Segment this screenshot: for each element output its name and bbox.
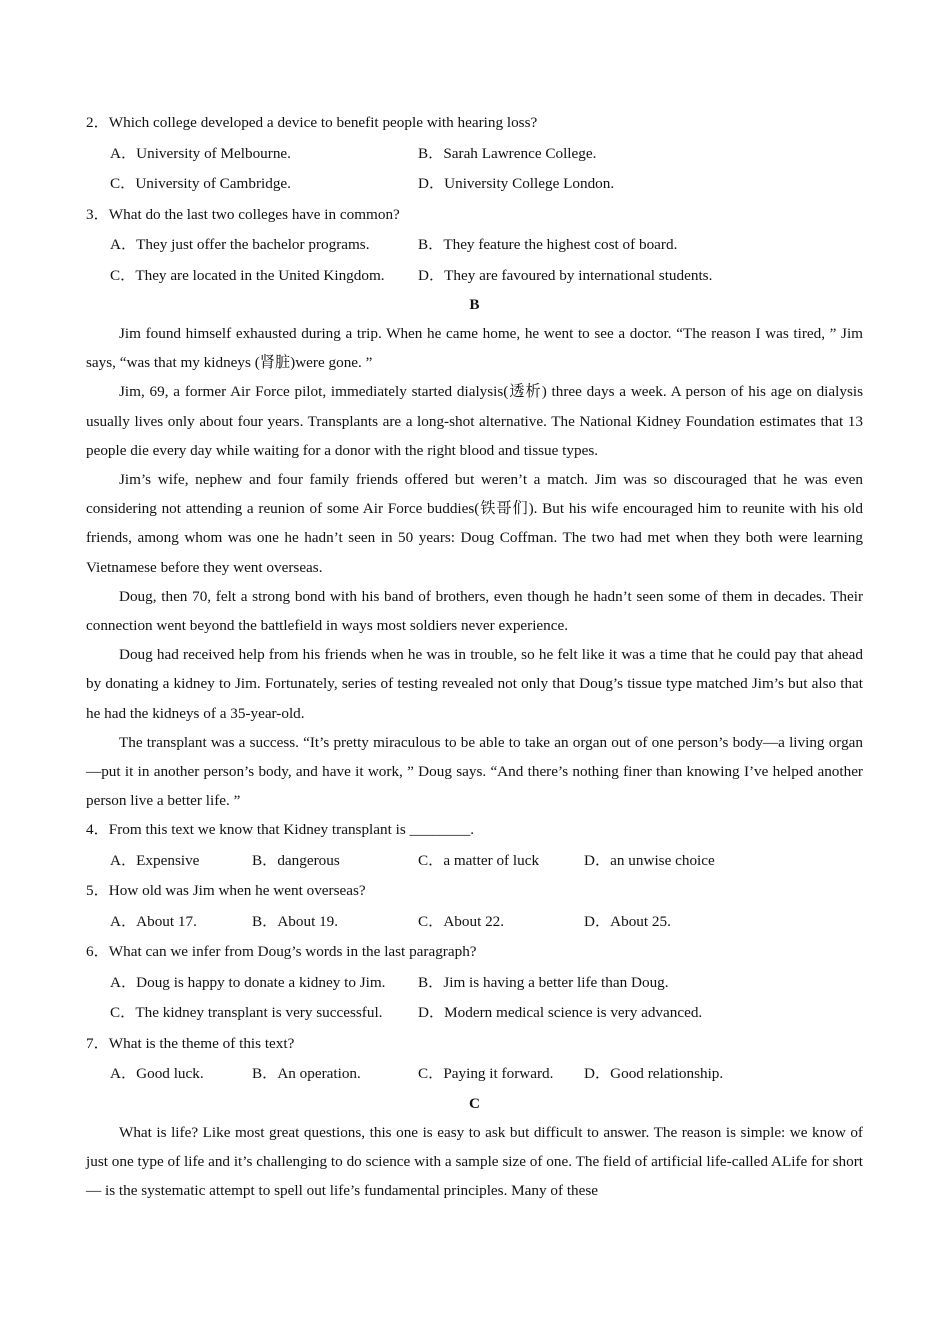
question-3-options-row-2 xyxy=(86,261,863,292)
question-5-option-b[interactable]: B．About 19. xyxy=(252,912,339,930)
question-7-options xyxy=(86,1059,863,1090)
question-2-option-c[interactable]: C．University of Cambridge. xyxy=(110,175,291,192)
question-6-stem: 6．What can we infer from Doug’s words in the last paragraph? xyxy=(86,943,477,961)
question-4-option-d[interactable]: D．an unwise choice xyxy=(584,851,715,869)
question-5-option-d[interactable]: D．About 25. xyxy=(584,912,671,930)
question-6-option-c[interactable]: C．The kidney transplant is very successful. xyxy=(110,1004,383,1022)
section-b-paragraph: Doug, then 70, felt a strong bond with his band of brothers, even though he hadn’t seen some of them in decades. Their connection went beyond the battlefield in ways most soldiers never experience. xyxy=(86,587,863,635)
question-5-stem: 5．How old was Jim when he went overseas? xyxy=(86,882,366,900)
section-b-paragraph: The transplant was a success. “It’s pretty miraculous to be able to take an organ out of one person’s body—a living organ—put it in another person’s body, and have it work, ” Doug says. “And there’s nothing finer than knowing I’ve helped another person live a better life. ” xyxy=(86,733,863,810)
question-2-option-d[interactable]: D．University College London. xyxy=(418,175,615,192)
question-4-option-a[interactable]: A．Expensive xyxy=(110,851,200,869)
question-7-option-b[interactable]: B．An operation. xyxy=(252,1065,361,1083)
question-2-option-b[interactable]: B．Sarah Lawrence College. xyxy=(418,144,597,162)
question-7-option-d[interactable]: D．Good relationship. xyxy=(584,1065,724,1083)
question-2-stem: 2．Which college developed a device to benefit people with hearing loss? xyxy=(86,114,538,131)
section-b-paragraph: Jim found himself exhausted during a trip. When he came home, he went to see a doctor. “The reason I was tired, ” Jim says, “was that my kidneys (肾脏)were gone. ” xyxy=(86,325,863,372)
section-c-heading: C xyxy=(469,1094,480,1112)
question-3-option-b[interactable]: B．They feature the highest cost of board. xyxy=(418,236,678,253)
question-6-options-row-1 xyxy=(86,968,863,999)
question-7-stem: 7．What is the theme of this text? xyxy=(86,1034,295,1052)
question-5-option-a[interactable]: A．About 17. xyxy=(110,912,197,930)
section-b-passage xyxy=(86,319,863,815)
question-6-option-b[interactable]: B．Jim is having a better life than Doug. xyxy=(418,973,669,991)
question-3-option-d[interactable]: D．They are favoured by international students. xyxy=(418,266,713,284)
question-3-stem: 3．What do the last two colleges have in common? xyxy=(86,205,400,223)
question-6-option-a[interactable]: A．Doug is happy to donate a kidney to Jim. xyxy=(110,973,386,991)
section-b-paragraph: Jim, 69, a former Air Force pilot, immediately started dialysis(透析) three days a week. A person of his age on dialysis usually lives only about four years. Transplants are a long-shot alternative. The National Kidney Foundation estimates that 13 people die every day while waiting for a donor with the right blood and tissue types. xyxy=(86,383,863,459)
question-2-option-a[interactable]: A．University of Melbourne. xyxy=(110,144,291,162)
question-7-option-a[interactable]: A．Good luck. xyxy=(110,1065,204,1083)
question-6-options-row-2 xyxy=(86,998,863,1029)
question-4-stem: 4．From this text we know that Kidney transplant is ________. xyxy=(86,821,475,839)
question-4-option-c[interactable]: C．a matter of luck xyxy=(418,851,540,869)
section-b-paragraph: Jim’s wife, nephew and four family friends offered but weren’t a match. Jim was so discouraged that he was even considering not attending a reunion of some Air Force buddies(铁哥们). But his wife encouraged him to reunite with his old friends, among whom was one he hadn’t seen in 50 years: Doug Coffman. The two had met when they both were learning Vietnamese before they went overseas. xyxy=(86,471,863,576)
question-4-option-b[interactable]: B．dangerous xyxy=(252,851,340,869)
question-2-options-row-1 xyxy=(86,139,863,170)
section-b-heading: B xyxy=(469,296,480,313)
section-c-passage xyxy=(86,1118,863,1206)
section-b-paragraph: Doug had received help from his friends when he was in trouble, so he felt like it was a time that he could pay that ahead by donating a kidney to Jim. Fortunately, series of testing revealed not only that Doug’s tissue type matched Jim’s but also that he had the kidneys of a 35-year-old. xyxy=(86,646,863,722)
question-2-options-row-2 xyxy=(86,169,863,200)
exam-page xyxy=(86,108,863,1206)
question-6-option-d[interactable]: D．Modern medical science is very advanced. xyxy=(418,1004,703,1022)
question-3-option-c[interactable]: C．They are located in the United Kingdom. xyxy=(110,266,385,284)
question-5-option-c[interactable]: C．About 22. xyxy=(418,912,505,930)
question-4-options xyxy=(86,846,863,877)
question-3-options-row-1 xyxy=(86,230,863,261)
question-7-option-c[interactable]: C．Paying it forward. xyxy=(418,1065,554,1083)
question-5-options xyxy=(86,907,863,938)
question-3-option-a[interactable]: A．They just offer the bachelor programs. xyxy=(110,236,370,253)
section-c-paragraph: What is life? Like most great questions, this one is easy to ask but difficult to answer. The reason is simple: we know of just one type of life and it’s challenging to do science with a sample size of one. The field of artificial life-called ALife for short — is the systematic attempt to spell out life’s fundamental principles. Many of these xyxy=(86,1123,863,1200)
